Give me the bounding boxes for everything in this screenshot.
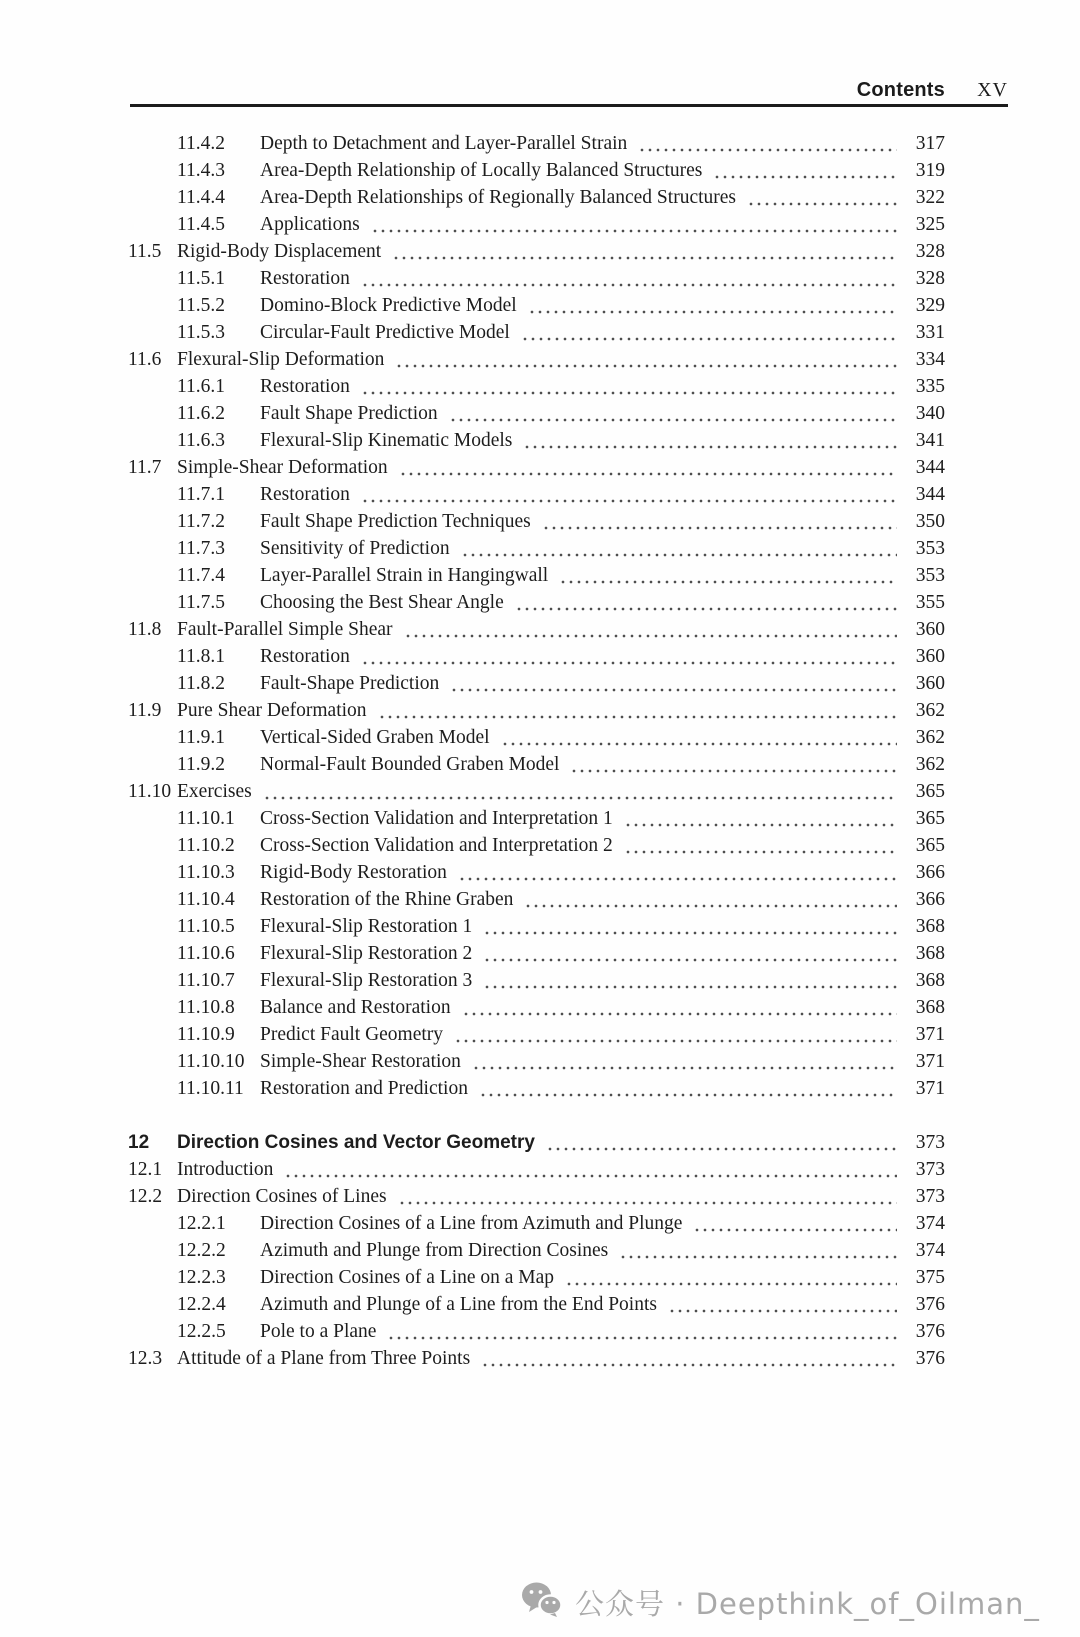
entry-number: 12.2.4 — [177, 1294, 226, 1315]
dot-leader — [483, 940, 897, 967]
entry-page-number: 319 — [915, 160, 945, 181]
entry-number: 11.5.2 — [177, 295, 226, 316]
toc-entry — [128, 1237, 945, 1264]
entry-title: Simple-Shear Deformation — [177, 457, 388, 478]
dot-leader — [570, 751, 897, 778]
entry-number: 12 — [128, 1132, 150, 1153]
entry-title: Restoration of the Rhine Graben — [260, 889, 514, 910]
entry-title: Area-Depth Relationships of Regionally Balanced Structures — [260, 187, 736, 208]
entry-title: Restoration — [260, 268, 350, 289]
toc-entry — [128, 589, 945, 616]
entry-page-number: 376 — [915, 1294, 945, 1315]
toc-entry — [128, 940, 945, 967]
entry-page-number: 344 — [915, 484, 945, 505]
watermark-text: 公众号 · Deepthink_of_Oilman_ — [575, 1587, 1040, 1621]
entry-title: Pole to a Plane — [260, 1321, 377, 1342]
entry-title: Restoration — [260, 646, 350, 667]
entry-number: 12.3 — [128, 1348, 163, 1369]
toc-entry — [128, 373, 945, 400]
entry-page-number: 350 — [915, 511, 945, 532]
toc-entry — [128, 157, 945, 184]
dot-leader — [559, 562, 897, 589]
entry-number: 11.4.4 — [177, 187, 226, 208]
toc-entry — [128, 805, 945, 832]
dot-leader — [361, 643, 897, 670]
entry-title: Fault Shape Prediction — [260, 403, 438, 424]
entry-page-number: 335 — [915, 376, 945, 397]
entry-number: 11.8.2 — [177, 673, 226, 694]
dot-leader — [619, 1237, 897, 1264]
entry-number: 11.6.1 — [177, 376, 226, 397]
toc-entry — [128, 832, 945, 859]
dot-leader — [624, 805, 897, 832]
toc-entry — [128, 1291, 945, 1318]
entry-title: Restoration — [260, 376, 350, 397]
dot-leader — [483, 967, 897, 994]
entry-number: 11.5.1 — [177, 268, 226, 289]
entry-page-number: 374 — [915, 1213, 945, 1234]
dot-leader — [483, 913, 897, 940]
dot-leader — [404, 616, 897, 643]
dot-leader — [542, 508, 897, 535]
entry-page-number: 362 — [915, 754, 945, 775]
toc-entry — [128, 724, 945, 751]
entry-number: 12.2 — [128, 1186, 163, 1207]
entry-page-number: 362 — [915, 727, 945, 748]
dot-leader — [668, 1291, 897, 1318]
entry-title: Flexural-Slip Kinematic Models — [260, 430, 513, 451]
dot-leader — [693, 1210, 897, 1237]
entry-title: Rigid-Body Restoration — [260, 862, 447, 883]
toc-entry — [128, 319, 945, 346]
dot-leader — [472, 1048, 897, 1075]
toc-entry — [128, 1183, 945, 1210]
dot-leader — [521, 319, 897, 346]
entry-title: Fault-Parallel Simple Shear — [177, 619, 393, 640]
entry-page-number: 329 — [915, 295, 945, 316]
dot-leader — [546, 1129, 897, 1156]
toc-entry — [128, 1210, 945, 1237]
dot-leader — [361, 373, 897, 400]
entry-page-number: 344 — [915, 457, 945, 478]
toc-entry — [128, 1156, 945, 1183]
entry-page-number: 317 — [915, 133, 945, 154]
entry-page-number: 371 — [915, 1024, 945, 1045]
entry-page-number: 353 — [915, 538, 945, 559]
dot-leader — [747, 184, 897, 211]
toc-entry — [128, 265, 945, 292]
toc-entry — [128, 994, 945, 1021]
entry-title: Area-Depth Relationship of Locally Balanced Structures — [260, 160, 703, 181]
entry-page-number: 368 — [915, 916, 945, 937]
entry-number: 11.6.2 — [177, 403, 226, 424]
entry-page-number: 360 — [915, 673, 945, 694]
toc-entry — [128, 1345, 945, 1372]
entry-number: 11.10.3 — [177, 862, 235, 883]
dot-leader — [387, 1318, 897, 1345]
dot-leader — [361, 481, 897, 508]
entry-page-number: 373 — [915, 1132, 945, 1153]
toc-entry — [128, 643, 945, 670]
entry-number: 11.10.4 — [177, 889, 235, 910]
dot-leader — [398, 1183, 897, 1210]
entry-title: Predict Fault Geometry — [260, 1024, 444, 1045]
entry-page-number: 365 — [915, 808, 945, 829]
toc-entry — [128, 562, 945, 589]
toc-entry — [128, 1021, 945, 1048]
entry-number: 11.9.2 — [177, 754, 226, 775]
dot-leader — [284, 1156, 897, 1183]
entry-title: Azimuth and Plunge of a Line from the End Points — [260, 1294, 657, 1315]
toc-entry — [128, 1129, 945, 1156]
entry-number: 11.10.2 — [177, 835, 235, 856]
toc-entry — [128, 967, 945, 994]
entry-number: 11.10.6 — [177, 943, 235, 964]
entry-page-number: 376 — [915, 1321, 945, 1342]
toc-entry — [128, 346, 945, 373]
entry-title: Vertical-Sided Graben Model — [260, 727, 490, 748]
entry-title: Direction Cosines and Vector Geometry — [177, 1132, 535, 1153]
toc-entry — [128, 1048, 945, 1075]
entry-number: 11.10.1 — [177, 808, 235, 829]
dot-leader — [523, 427, 897, 454]
toc-entry — [128, 751, 945, 778]
toc-entry — [128, 481, 945, 508]
entry-page-number: 373 — [915, 1159, 945, 1180]
entry-title: Cross-Section Validation and Interpretation 1 — [260, 808, 613, 829]
entry-page-number: 355 — [915, 592, 945, 613]
entry-number: 11.4.3 — [177, 160, 226, 181]
entry-number: 11.5 — [128, 241, 162, 262]
entry-number: 11.7 — [128, 457, 162, 478]
dot-leader — [501, 724, 897, 751]
entry-number: 11.10.7 — [177, 970, 235, 991]
entry-number: 11.7.1 — [177, 484, 226, 505]
dot-leader — [399, 454, 897, 481]
toc-entry — [128, 427, 945, 454]
entry-number: 11.6 — [128, 349, 162, 370]
toc-entry — [128, 130, 945, 157]
entry-page-number: 322 — [915, 187, 945, 208]
entry-number: 11.9.1 — [177, 727, 226, 748]
entry-title: Restoration and Prediction — [260, 1078, 468, 1099]
wechat-icon — [521, 1581, 563, 1624]
entry-page-number: 365 — [915, 781, 945, 802]
entry-page-number: 366 — [915, 889, 945, 910]
dot-leader — [479, 1075, 897, 1102]
dot-leader — [638, 130, 897, 157]
entry-page-number: 368 — [915, 970, 945, 991]
dot-leader — [713, 157, 897, 184]
entry-title: Simple-Shear Restoration — [260, 1051, 461, 1072]
toc-entry — [128, 859, 945, 886]
entry-title: Exercises — [177, 781, 252, 802]
dot-leader — [515, 589, 897, 616]
entry-title: Direction Cosines of a Line on a Map — [260, 1267, 555, 1288]
entry-number: 11.10.9 — [177, 1024, 235, 1045]
entry-number: 11.8 — [128, 619, 162, 640]
entry-title: Fault-Shape Prediction — [260, 673, 440, 694]
entry-number: 11.10.10 — [177, 1051, 245, 1072]
entry-title: Azimuth and Plunge from Direction Cosines — [260, 1240, 609, 1261]
entry-page-number: 331 — [915, 322, 945, 343]
entry-title: Choosing the Best Shear Angle — [260, 592, 504, 613]
entry-title: Fault Shape Prediction Techniques — [260, 511, 531, 532]
entry-page-number: 353 — [915, 565, 945, 586]
entry-number: 12.2.5 — [177, 1321, 226, 1342]
entry-number: 11.4.5 — [177, 214, 226, 235]
toc-entry — [128, 1264, 945, 1291]
entry-number: 11.10 — [128, 781, 172, 802]
entry-page-number: 360 — [915, 646, 945, 667]
toc-entry — [128, 778, 945, 805]
entry-title: Introduction — [177, 1159, 274, 1180]
toc-entry — [128, 1318, 945, 1345]
entry-page-number: 375 — [915, 1267, 945, 1288]
dot-leader — [528, 292, 897, 319]
entry-title: Applications — [260, 214, 360, 235]
toc-entry — [128, 913, 945, 940]
entry-title: Cross-Section Validation and Interpretation 2 — [260, 835, 613, 856]
entry-title: Flexural-Slip Restoration 2 — [260, 943, 473, 964]
toc-entry — [128, 211, 945, 238]
entry-page-number: 365 — [915, 835, 945, 856]
entry-page-number: 368 — [915, 943, 945, 964]
entry-title: Normal-Fault Bounded Graben Model — [260, 754, 560, 775]
dot-leader — [449, 400, 897, 427]
entry-number: 12.2.1 — [177, 1213, 226, 1234]
entry-title: Layer-Parallel Strain in Hangingwall — [260, 565, 549, 586]
toc-entry — [128, 454, 945, 481]
entry-number: 11.7.2 — [177, 511, 226, 532]
dot-leader — [454, 1021, 897, 1048]
entry-page-number: 328 — [915, 241, 945, 262]
entry-number: 11.5.3 — [177, 322, 226, 343]
entry-number: 11.7.4 — [177, 565, 226, 586]
dot-leader — [371, 211, 897, 238]
dot-leader — [481, 1345, 897, 1372]
entry-number: 11.8.1 — [177, 646, 226, 667]
entry-title: Flexural-Slip Deformation — [177, 349, 385, 370]
toc-list — [128, 130, 945, 1372]
entry-page-number: 360 — [915, 619, 945, 640]
dot-leader — [392, 238, 897, 265]
entry-title: Sensitivity of Prediction — [260, 538, 450, 559]
toc-entry — [128, 184, 945, 211]
dot-leader — [458, 859, 897, 886]
entry-number: 11.10.5 — [177, 916, 235, 937]
dot-leader — [524, 886, 897, 913]
header-rule — [130, 104, 1008, 107]
entry-title: Direction Cosines of Lines — [177, 1186, 387, 1207]
entry-title: Flexural-Slip Restoration 3 — [260, 970, 473, 991]
entry-page-number: 334 — [915, 349, 945, 370]
toc-entry — [128, 697, 945, 724]
entry-page-number: 374 — [915, 1240, 945, 1261]
entry-page-number: 376 — [915, 1348, 945, 1369]
toc-entry — [128, 1075, 945, 1102]
watermark — [521, 1581, 1040, 1624]
entry-title: Direction Cosines of a Line from Azimuth and Plunge — [260, 1213, 683, 1234]
running-head-page-number: XV — [977, 79, 1008, 101]
entry-title: Rigid-Body Displacement — [177, 241, 382, 262]
entry-page-number: 371 — [915, 1051, 945, 1072]
toc-entry — [128, 535, 945, 562]
entry-title: Circular-Fault Predictive Model — [260, 322, 510, 343]
toc-entry — [128, 616, 945, 643]
entry-number: 11.10.11 — [177, 1078, 244, 1099]
toc-entry — [128, 508, 945, 535]
entry-title: Restoration — [260, 484, 350, 505]
dot-leader — [450, 670, 897, 697]
dot-leader — [565, 1264, 897, 1291]
dot-leader — [361, 265, 897, 292]
dot-leader — [461, 535, 897, 562]
toc-entry — [128, 238, 945, 265]
entry-title: Domino-Block Predictive Model — [260, 295, 517, 316]
entry-page-number: 340 — [915, 403, 945, 424]
toc-entry — [128, 400, 945, 427]
dot-leader — [624, 832, 897, 859]
entry-number: 12.2.2 — [177, 1240, 226, 1261]
entry-title: Attitude of a Plane from Three Points — [177, 1348, 471, 1369]
running-head-title: Contents — [856, 79, 945, 101]
entry-number: 11.4.2 — [177, 133, 226, 154]
entry-page-number: 371 — [915, 1078, 945, 1099]
toc-entry — [128, 670, 945, 697]
entry-number: 11.6.3 — [177, 430, 226, 451]
entry-page-number: 368 — [915, 997, 945, 1018]
dot-leader — [395, 346, 897, 373]
entry-number: 12.1 — [128, 1159, 163, 1180]
entry-number: 11.10.8 — [177, 997, 235, 1018]
toc-entry — [128, 886, 945, 913]
toc-entry — [128, 292, 945, 319]
running-head — [128, 74, 1008, 102]
entry-page-number: 366 — [915, 862, 945, 883]
entry-number: 12.2.3 — [177, 1267, 226, 1288]
entry-page-number: 325 — [915, 214, 945, 235]
entry-title: Pure Shear Deformation — [177, 700, 367, 721]
entry-page-number: 328 — [915, 268, 945, 289]
entry-number: 11.7.3 — [177, 538, 226, 559]
entry-page-number: 373 — [915, 1186, 945, 1207]
entry-title: Flexural-Slip Restoration 1 — [260, 916, 473, 937]
dot-leader — [378, 697, 897, 724]
dot-leader — [462, 994, 897, 1021]
entry-title: Depth to Detachment and Layer-Parallel Strain — [260, 133, 628, 154]
entry-number: 11.7.5 — [177, 592, 226, 613]
entry-page-number: 362 — [915, 700, 945, 721]
dot-leader — [263, 778, 897, 805]
entry-number: 11.9 — [128, 700, 162, 721]
entry-title: Balance and Restoration — [260, 997, 451, 1018]
entry-page-number: 341 — [915, 430, 945, 451]
